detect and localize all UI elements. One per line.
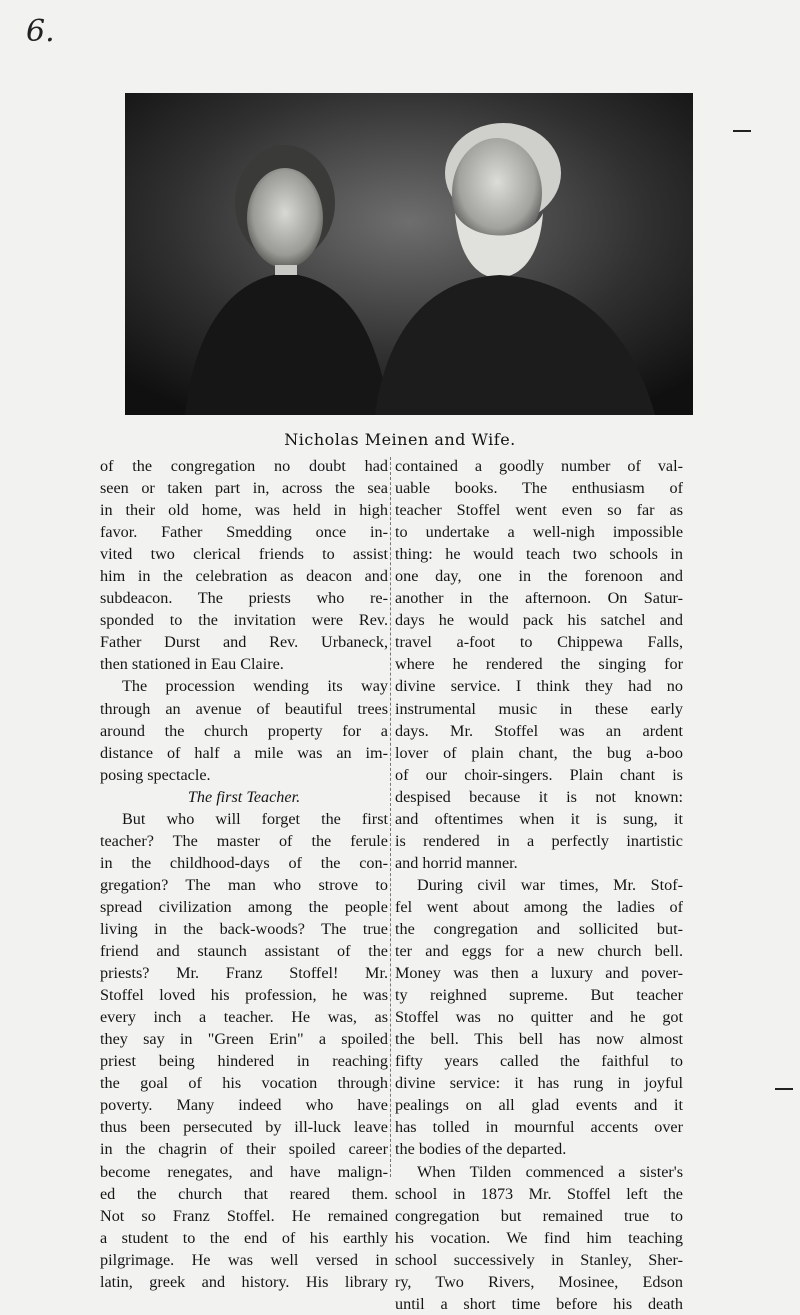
right-column-line: days. Mr. Stoffel was an ardent (395, 721, 683, 740)
portrait-photo (125, 93, 693, 415)
left-column-line: a student to the end of his earthly (100, 1228, 388, 1247)
right-column-line: lover of plain chant, the bug a-boo (395, 743, 683, 762)
right-column-line: Stoffel was no quitter and he got (395, 1008, 683, 1027)
woman-face (247, 168, 323, 268)
right-column-line: divine service: it has rung in joyful (395, 1074, 683, 1093)
right-column-line: the bell. This bell has now almost (395, 1030, 683, 1049)
right-column-line: travel a-foot to Chippewa Falls, (395, 633, 683, 652)
left-column-line: they say in "Green Erin" a spoiled (100, 1030, 388, 1049)
left-column-line: priests? Mr. Franz Stoffel! Mr. (100, 964, 388, 983)
left-column-line: posing spectacle. (100, 765, 211, 784)
left-column-line: friend and staunch assistant of the (100, 942, 388, 961)
right-column-line: school in 1873 Mr. Stoffel left the (395, 1184, 683, 1203)
right-column-line: Money was then a luxury and pover- (395, 964, 683, 983)
left-column-line: Father Durst and Rev. Urbaneck, (100, 633, 388, 652)
left-column-line: The procession wending its way (122, 677, 388, 696)
left-column-line: priest being hindered in reaching (100, 1052, 388, 1071)
left-column-line: ed the church that reared them. (100, 1184, 388, 1203)
right-column-line: ter and eggs for a new church bell. (395, 942, 683, 961)
right-column-line: During civil war times, Mr. Stof- (417, 875, 683, 894)
right-column-line: to undertake a well-nigh impossible (395, 523, 683, 542)
left-column-line: sponded to the invitation were Rev. (100, 611, 388, 630)
margin-mark-bottom (775, 1088, 793, 1090)
left-column-line: of the congregation no doubt had (100, 457, 388, 475)
right-column-line: until a short time before his death (395, 1294, 683, 1313)
right-column-line: pealings on all glad events and it (395, 1096, 683, 1115)
right-column-line: school successively in Stanley, Sher- (395, 1250, 683, 1269)
left-column-line: subdeacon. The priests who re- (100, 589, 388, 608)
right-column-line: is rendered in a perfectly inartistic (395, 831, 683, 850)
left-column-line: latin, greek and history. His library (100, 1272, 388, 1291)
right-column-line: the bodies of the departed. (395, 1140, 567, 1159)
left-column-line: vited two clerical friends to assist (100, 545, 388, 564)
right-column-line: ty reighned supreme. But teacher (395, 986, 683, 1005)
left-column-line: the goal of his vocation through (100, 1074, 388, 1093)
left-column (100, 455, 388, 1293)
photo-caption: Nicholas Meinen and Wife. (284, 430, 516, 449)
right-column-line: of our choir-singers. Plain chant is (395, 765, 683, 784)
left-column-line: become renegates, and have malign- (100, 1162, 388, 1181)
right-column-line: the congregation and sollicited but- (395, 919, 683, 938)
left-column-line: around the church property for a (100, 721, 388, 740)
left-column-line: teacher? The master of the ferule (100, 831, 388, 850)
left-column-line: in their old home, was held in high (100, 501, 388, 520)
woman-collar (275, 265, 297, 275)
page-number: 6. (26, 14, 55, 49)
right-column-line: fel went about among the ladies of (395, 897, 683, 916)
right-column-line: contained a goodly number of val- (395, 457, 683, 475)
right-column-line: uable books. The enthusiasm of (395, 479, 683, 498)
left-column-line: in the childhood-days of the con- (100, 853, 388, 872)
right-column-line: days he would pack his satchel and (395, 611, 683, 630)
right-column-line: instrumental music in these early (395, 699, 683, 718)
left-column-line: Stoffel loved his profession, he was (100, 986, 388, 1005)
margin-mark-top (733, 130, 751, 132)
left-column-line: thus been persecuted by ill-luck leave (100, 1118, 388, 1137)
left-column-line: pilgrimage. He was well versed in (100, 1250, 388, 1269)
right-column-line: ry, Two Rivers, Mosinee, Edson (395, 1272, 683, 1291)
right-column-line: one day, one in the forenoon and (395, 567, 683, 586)
right-column-line: teacher Stoffel went even so far as (395, 501, 683, 520)
left-column-line: living in the back-woods? The true (100, 919, 388, 938)
left-column-line: The first Teacher. (187, 787, 301, 806)
right-column-line: congregation but remained true to (395, 1206, 683, 1225)
right-column-line: fifty years called the faithful to (395, 1052, 683, 1071)
left-column-line: gregation? The man who strove to (100, 875, 388, 894)
right-column-line: and oftentimes when it is sung, it (395, 809, 683, 828)
right-column-line: has tolled in mournful accents over (395, 1118, 683, 1137)
column-divider (390, 457, 391, 1177)
left-column-line: spread civilization among the people (100, 897, 388, 916)
left-column-line: then stationed in Eau Claire. (100, 655, 284, 674)
left-column-line: him in the celebration as deacon and (100, 567, 388, 586)
left-column-line: every inch a teacher. He was, as (100, 1008, 388, 1027)
left-column-line: distance of half a mile was an im- (100, 743, 388, 762)
left-column-line: Not so Franz Stoffel. He remained (100, 1206, 388, 1225)
right-column-line: another in the afternoon. On Satur- (395, 589, 683, 608)
portrait-photo-drawing (125, 93, 693, 415)
right-column-line: despised because it is not known: (395, 787, 683, 806)
left-column-line: seen or taken part in, across the sea (100, 479, 388, 498)
left-column-line: through an avenue of beautiful trees (100, 699, 388, 718)
right-column-line: his vocation. We find him teaching (395, 1228, 683, 1247)
right-column (395, 455, 683, 1315)
right-column-line: divine service. I think they had no (395, 677, 683, 696)
left-column-line: But who will forget the first (122, 809, 388, 828)
right-column-line: where he rendered the singing for (395, 655, 683, 674)
left-column-line: favor. Father Smedding once in- (100, 523, 388, 542)
left-column-line: poverty. Many indeed who have (100, 1096, 388, 1115)
left-column-line: in the chagrin of their spoiled career (100, 1140, 388, 1159)
right-column-line: When Tilden commenced a sister's (417, 1162, 683, 1181)
right-column-line: and horrid manner. (395, 853, 518, 872)
right-column-line: thing: he would teach two schools in (395, 545, 683, 564)
